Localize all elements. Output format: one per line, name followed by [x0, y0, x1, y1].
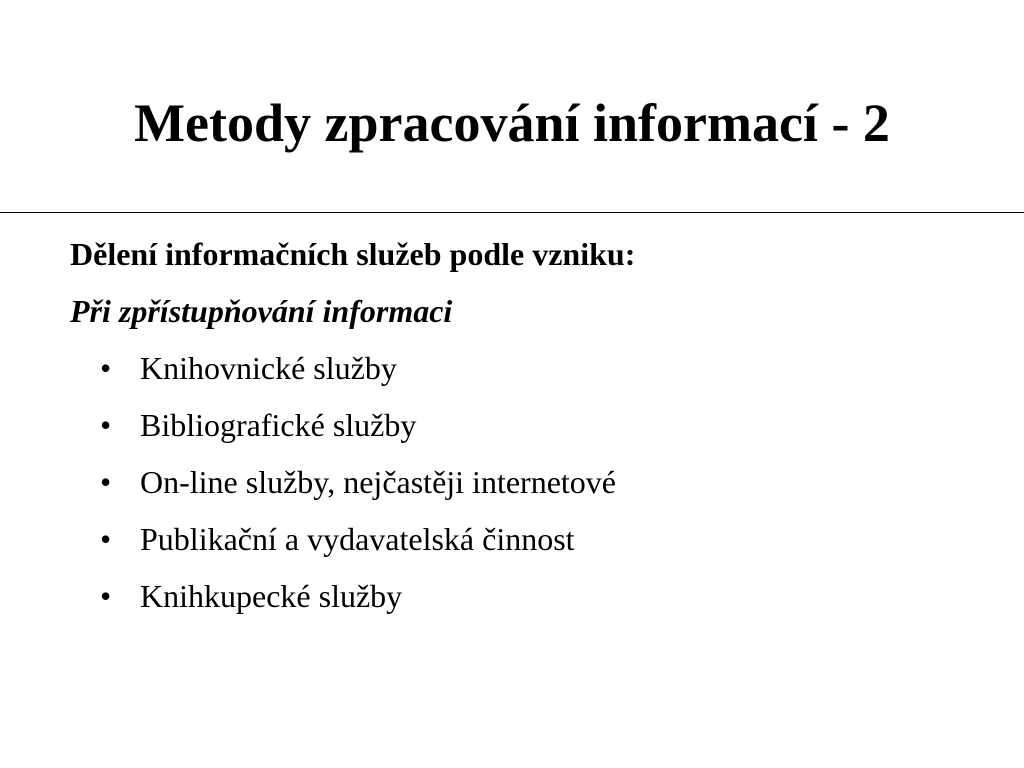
list-item-label: Knihovnické služby [140, 350, 397, 386]
bullet-icon: • [100, 521, 112, 557]
list-item-label: On-line služby, nejčastěji internetové [140, 464, 616, 500]
title-divider [0, 212, 1024, 213]
list-item [70, 517, 970, 561]
slide-title: Metody zpracování informací - 2 [134, 93, 890, 153]
list-item [70, 346, 970, 390]
section-heading: Dělení informačních služeb podle vzniku: [70, 236, 636, 272]
list-item-label: Publikační a vydavatelská činnost [140, 521, 575, 557]
list-item [70, 460, 970, 504]
list-item [70, 403, 970, 447]
slide-content [70, 232, 970, 631]
bullet-icon: • [100, 350, 112, 386]
bullet-icon: • [100, 407, 112, 443]
section-subheading: Při zpřístupňování informaci [70, 293, 453, 329]
list-item-label: Bibliografické služby [140, 407, 417, 443]
list-item-label: Knihkupecké služby [140, 578, 403, 614]
bullet-icon: • [100, 578, 112, 614]
list-item [70, 574, 970, 618]
bullet-icon: • [100, 464, 112, 500]
bullet-list [70, 346, 970, 618]
